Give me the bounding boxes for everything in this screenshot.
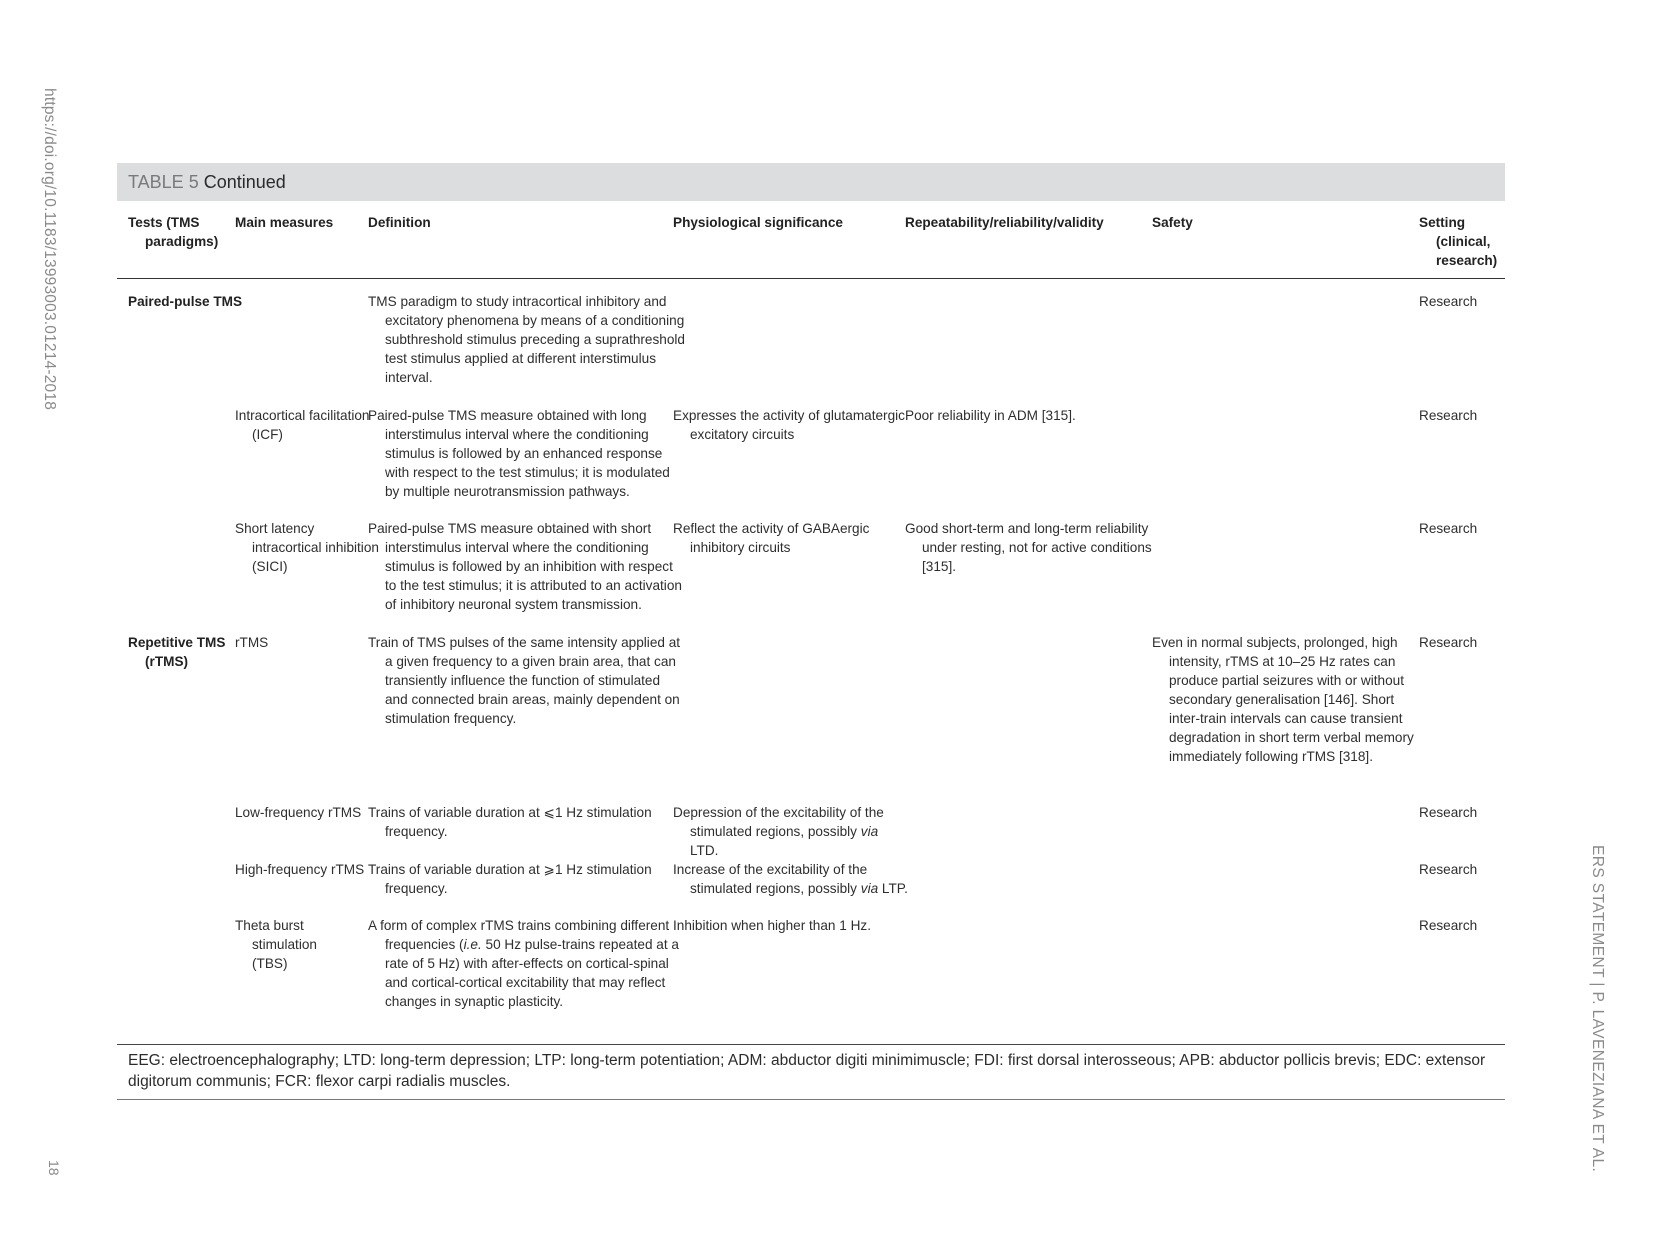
cell-safety: Even in normal subjects, prolonged, high intensity, rTMS at 10–25 Hz rates can produce partial seizures with or without secondary generalisation [146]. Short inter-train intervals can cause transient degradation in short term verbal memory immediately following rTMS [318]. — [1152, 635, 1414, 764]
table-title: Continued — [198, 172, 286, 192]
cell-setting: Research — [1419, 408, 1478, 423]
cell-significance: Increase of the excitability of the stimulated regions, possibly via LTP. — [673, 862, 908, 896]
col-header-setting: Setting (clinical, research) — [1419, 215, 1498, 268]
cell-setting: Research — [1419, 805, 1478, 820]
cell-setting: Research — [1419, 918, 1478, 933]
cell-measure: High-frequency rTMS — [235, 862, 365, 877]
cell-definition: Trains of variable duration at ⩾1 Hz stimulation frequency. — [368, 862, 652, 896]
col-header-physiological-significance: Physiological significance — [673, 215, 843, 230]
cell-setting: Research — [1419, 635, 1478, 650]
cell-setting: Research — [1419, 294, 1478, 309]
footnote-bottom-divider — [117, 1099, 1505, 1100]
header-divider — [117, 278, 1505, 279]
cell-definition: A form of complex rTMS trains combining different frequencies (i.e. 50 Hz pulse-trains repeated at a rate of 5 Hz) with after-effects on cortical-spinal and cortical-cortical excitability that may reflect changes in synaptic plasticity. — [368, 918, 679, 1009]
cell-measure: rTMS — [235, 635, 269, 650]
cell-definition: Trains of variable duration at ⩽1 Hz stimulation frequency. — [368, 805, 652, 839]
col-header-tests: Tests (TMS paradigms) — [128, 215, 219, 249]
cell-setting: Research — [1419, 521, 1478, 536]
table-title-bar — [117, 163, 1505, 201]
cell-reliability: Good short-term and long-term reliability under resting, not for active conditions [315]. — [905, 521, 1152, 574]
footnote-top-divider — [117, 1044, 1505, 1045]
cell-measure: Low-frequency rTMS — [235, 805, 362, 820]
table-footnote: EEG: electroencephalography; LTD: long-term depression; LTP: long-term potentiation; ADM: abductor digiti minimimuscle; FDI: first dorsal interosseous; APB: abductor pollicis brevis; EDC: extensor digitorum communis; FCR: flexor carpi radialis muscles. — [128, 1052, 1486, 1090]
cell-setting: Research — [1419, 862, 1478, 877]
cell-significance: Depression of the excitability of the stimulated regions, possibly via LTD. — [673, 805, 884, 858]
table-label: TABLE 5 — [128, 172, 199, 192]
col-header-main-measures: Main measures — [235, 215, 334, 230]
doi-link[interactable]: https://doi.org/10.1183/13993003.01214-2018 — [41, 88, 58, 411]
cell-test: Paired-pulse TMS — [128, 294, 243, 309]
cell-measure: Intracortical facilitation (ICF) — [235, 408, 370, 442]
page-number: 18 — [46, 1160, 62, 1176]
cell-reliability: Poor reliability in ADM [315]. — [905, 408, 1076, 423]
cell-significance: Reflect the activity of GABAergic inhibitory circuits — [673, 521, 870, 555]
cell-test: Repetitive TMS (rTMS) — [128, 635, 226, 669]
col-header-safety: Safety — [1152, 215, 1193, 230]
cell-significance: Inhibition when higher than 1 Hz. — [673, 918, 871, 933]
cell-measure: Short latency intracortical inhibition (SICI) — [235, 521, 379, 574]
cell-definition: TMS paradigm to study intracortical inhibitory and excitatory phenomena by means of a conditioning subthreshold stimulus preceding a suprathreshold test stimulus applied at different interstimulus interval. — [368, 294, 685, 385]
cell-significance: Expresses the activity of glutamatergic excitatory circuits — [673, 408, 905, 442]
cell-measure: Theta burst stimulation (TBS) — [235, 918, 317, 971]
col-header-definition: Definition — [368, 215, 431, 230]
col-header-reliability: Repeatability/reliability/validity — [905, 215, 1104, 230]
cell-definition: Paired-pulse TMS measure obtained with short interstimulus interval where the conditioning stimulus is followed by an inhibition with respect to the test stimulus; it is attributed to an activation of inhibitory neuronal system transmission. — [368, 521, 682, 612]
cell-definition: Train of TMS pulses of the same intensity applied at a given frequency to a given brain area, that can transiently influence the function of stimulated and connected brain areas, mainly dependent on stimulation frequency. — [368, 635, 681, 726]
cell-definition: Paired-pulse TMS measure obtained with long interstimulus interval where the conditioning stimulus is followed by an enhanced response with respect to the test stimulus; it is modulated by multiple neurotransmission pathways. — [368, 408, 670, 499]
running-head: ERS STATEMENT | P. LAVENEZIANA ET AL. — [1589, 845, 1606, 1173]
